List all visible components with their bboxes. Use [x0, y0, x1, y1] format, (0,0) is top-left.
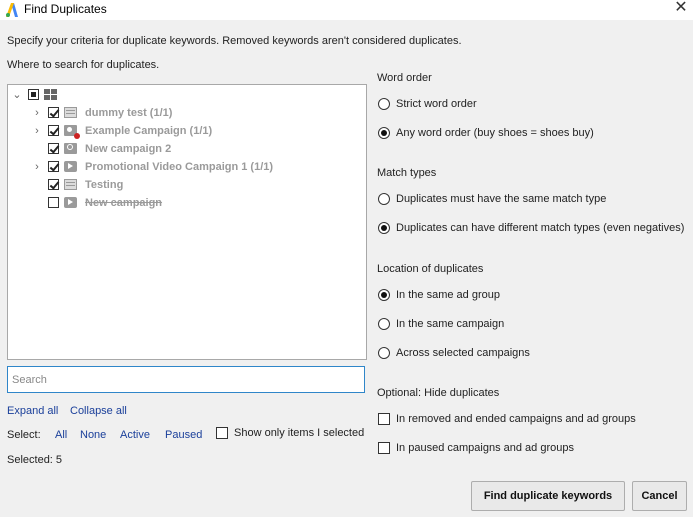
- radio-button[interactable]: [378, 222, 390, 234]
- checkbox-box[interactable]: [378, 442, 390, 454]
- radio-across-campaigns[interactable]: [378, 347, 530, 359]
- search-input[interactable]: [7, 366, 365, 393]
- where-label: Where to search for duplicates.: [7, 59, 160, 71]
- chevron-right-icon[interactable]: ›: [35, 106, 39, 119]
- chevron-right-icon[interactable]: ›: [35, 124, 39, 137]
- radio-same-campaign[interactable]: [378, 318, 504, 330]
- show-only-selected-label: Show only items I selected: [234, 427, 365, 439]
- campaign-icon: [64, 179, 77, 190]
- radio-button[interactable]: [378, 127, 390, 139]
- radio-label: Across selected campaigns: [396, 347, 530, 359]
- find-duplicate-keywords-button[interactable]: Find duplicate keywords: [471, 481, 625, 511]
- select-none-link[interactable]: None: [80, 429, 107, 441]
- item-checkbox[interactable]: [48, 107, 59, 118]
- chevron-right-icon[interactable]: ›: [35, 160, 39, 173]
- checkbox-box[interactable]: [216, 427, 228, 439]
- intro-text: Specify your criteria for duplicate keywords. Removed keywords aren't considered duplicates.: [7, 35, 462, 47]
- tree-item-label: Promotional Video Campaign 1 (1/1): [85, 160, 274, 173]
- window-title: Find Duplicates: [24, 2, 107, 16]
- collapse-all-link[interactable]: Collapse all: [70, 405, 127, 417]
- item-checkbox[interactable]: [48, 143, 59, 154]
- tree-item[interactable]: [32, 158, 273, 175]
- close-icon[interactable]: ✕: [674, 0, 688, 16]
- item-checkbox[interactable]: [48, 161, 59, 172]
- radio-label: Duplicates can have different match types (even negatives): [396, 222, 685, 234]
- tree-item[interactable]: [32, 122, 212, 139]
- selected-count: Selected: 5: [7, 454, 63, 466]
- checkbox-label: In paused campaigns and ad groups: [396, 442, 574, 454]
- item-checkbox[interactable]: [48, 125, 59, 136]
- account-grid-icon: [44, 89, 57, 100]
- tree-item[interactable]: [48, 194, 162, 211]
- root-checkbox[interactable]: [28, 89, 39, 100]
- location-title: Location of duplicates: [377, 263, 484, 275]
- tree-root[interactable]: [12, 86, 57, 103]
- item-checkbox[interactable]: [48, 179, 59, 190]
- checkbox-label: In removed and ended campaigns and ad groups: [396, 413, 636, 425]
- radio-label: In the same campaign: [396, 318, 505, 330]
- radio-label: Duplicates must have the same match type: [396, 193, 607, 205]
- tree-item-label: dummy test (1/1): [85, 106, 173, 119]
- tree-item-label: Testing: [85, 178, 124, 191]
- word-order-title: Word order: [377, 72, 432, 84]
- item-checkbox[interactable]: [48, 197, 59, 208]
- video-campaign-icon: [64, 197, 77, 208]
- select-label: Select:: [7, 429, 41, 441]
- radio-button[interactable]: [378, 193, 390, 205]
- radio-label: Any word order (buy shoes = shoes buy): [396, 127, 594, 139]
- chevron-down-icon[interactable]: ⌄: [12, 89, 22, 101]
- match-types-title: Match types: [377, 167, 437, 179]
- select-active-link[interactable]: Active: [120, 429, 150, 441]
- campaign-tree[interactable]: [7, 84, 367, 360]
- tree-item[interactable]: [32, 104, 172, 121]
- radio-same-ad-group[interactable]: [378, 289, 500, 301]
- radio-button[interactable]: [378, 98, 390, 110]
- radio-label: In the same ad group: [396, 289, 500, 301]
- tree-item-label: New campaign 2: [85, 142, 172, 155]
- tree-item[interactable]: [48, 176, 123, 193]
- radio-same-match-type[interactable]: [378, 193, 606, 205]
- select-all-link[interactable]: All: [55, 429, 68, 441]
- expand-all-link[interactable]: Expand all: [7, 405, 59, 417]
- checkbox-box[interactable]: [378, 413, 390, 425]
- radio-button[interactable]: [378, 318, 390, 330]
- radio-label: Strict word order: [396, 98, 477, 110]
- radio-button[interactable]: [378, 289, 390, 301]
- select-paused-link[interactable]: Paused: [165, 429, 203, 441]
- radio-button[interactable]: [378, 347, 390, 359]
- search-campaign-icon: [64, 143, 77, 154]
- show-only-selected-checkbox[interactable]: [216, 427, 364, 439]
- google-ads-logo-icon: [6, 3, 18, 17]
- radio-any-word-order[interactable]: [378, 127, 594, 139]
- radio-strict-word-order[interactable]: [378, 98, 477, 110]
- checkbox-hide-paused[interactable]: [378, 442, 574, 454]
- tree-item-label: New campaign: [85, 196, 163, 209]
- radio-different-match-types[interactable]: [378, 222, 684, 234]
- tree-item-label: Example Campaign (1/1): [85, 124, 213, 137]
- cancel-button[interactable]: Cancel: [632, 481, 687, 511]
- checkbox-hide-removed-ended[interactable]: [378, 413, 636, 425]
- tree-item[interactable]: [48, 140, 171, 157]
- display-campaign-icon: [64, 125, 77, 136]
- campaign-icon: [64, 107, 77, 118]
- video-campaign-icon: [64, 161, 77, 172]
- hide-duplicates-title: Optional: Hide duplicates: [377, 387, 500, 399]
